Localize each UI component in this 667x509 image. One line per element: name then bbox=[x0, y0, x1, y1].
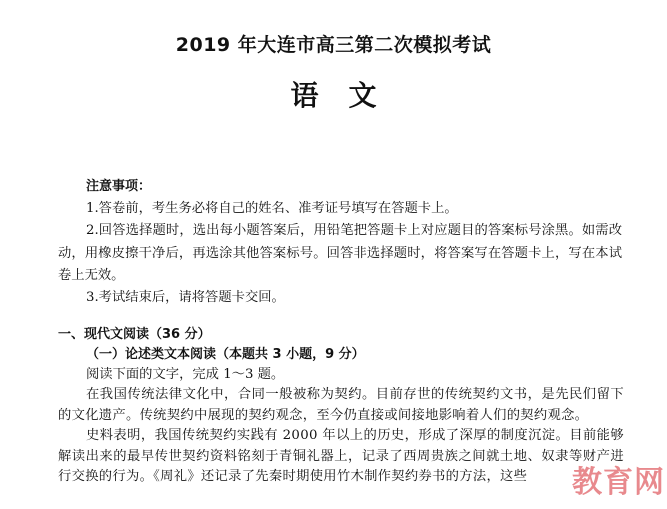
notes-item: 1.答卷前，考生务必将自己的姓名、准考证号填写在答题卡上。 bbox=[86, 201, 458, 217]
section-heading: 一、现代文阅读（36 分） bbox=[58, 327, 211, 342]
subject-title: 语文 bbox=[290, 79, 407, 112]
exam-title: 2019 年大连市高三第二次模拟考试 bbox=[175, 34, 492, 56]
passage-paragraph: 史料表明，我国传统契约实践有 2000 年以上的历史，形成了深厚的制度沉淀。目前能够解读出来的最早传世契约资料铭刻于青铜礼器上，记录了西周贵族之间就土地、奴隶等财产进行交换的行为。《周礼》还记录了先秦时期使用竹木制作契约券书的方法，这些 bbox=[58, 428, 624, 484]
passage-paragraph: 在我国传统法律文化中，合同一般被称为契约。目前存世的传统契约文书，是先民们留下的文化遗产。传统契约中展现的契约观念，至今仍直接或间接地影响着人们的契约观念。 bbox=[58, 387, 624, 423]
passage bbox=[58, 385, 624, 488]
notes-heading: 注意事项： bbox=[86, 179, 152, 194]
watermark-text: 教育网 bbox=[572, 465, 665, 500]
reading-instruction: 阅读下面的文字，完成 1～3 题。 bbox=[86, 367, 285, 382]
notes-item: 3.考试结束后，请将答题卡交回。 bbox=[86, 290, 285, 306]
notes-block bbox=[58, 176, 622, 309]
subsection-heading: （一）论述类文本阅读（本题共 3 小题，9 分） bbox=[86, 347, 365, 362]
notes-item: 2.回答选择题时，选出每小题答案后，用铅笔把答题卡上对应题目的答案标号涂黑。如需改动，用橡皮擦干净后，再选涂其他答案标号。回答非选择题时，将答案写在答题卡上，写在本试卷上无效。 bbox=[58, 223, 622, 283]
reading-section bbox=[58, 325, 624, 488]
